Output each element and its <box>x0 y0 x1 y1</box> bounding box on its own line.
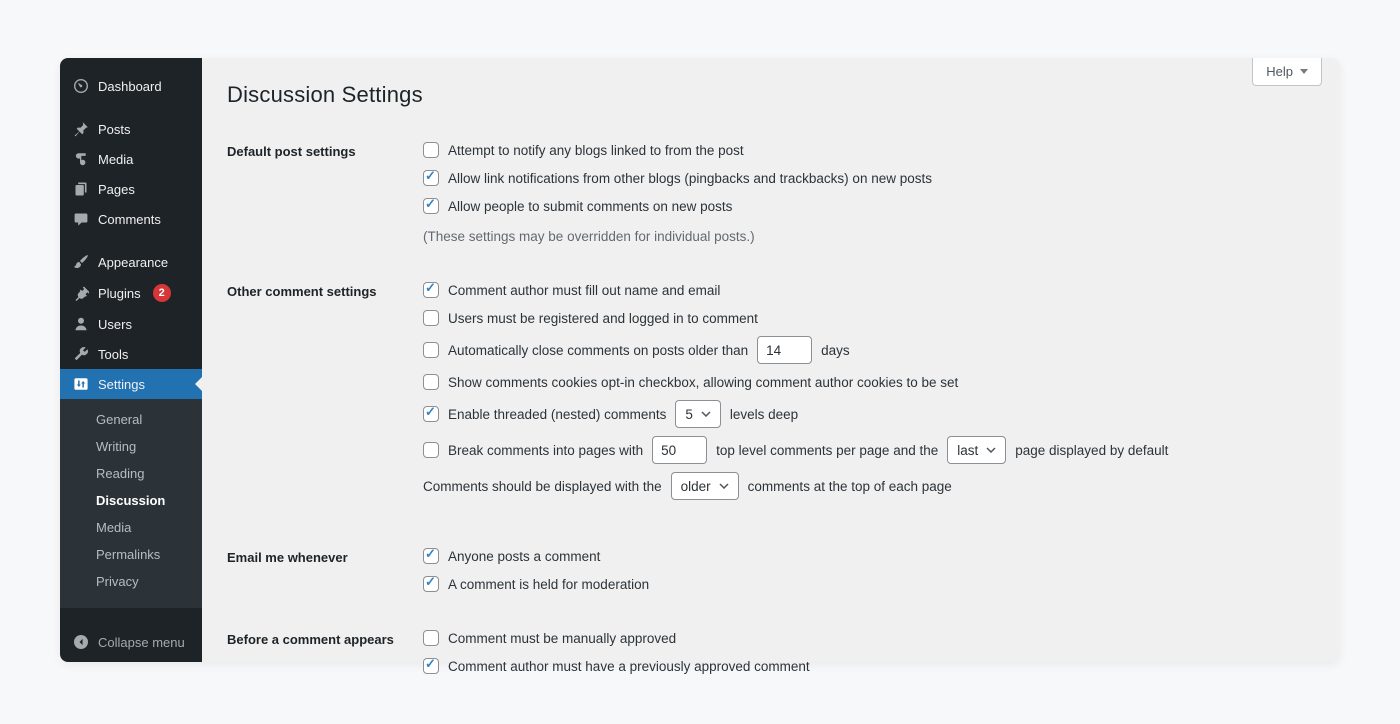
plugins-update-badge: 2 <box>153 284 171 302</box>
submenu-item-general[interactable]: General <box>96 412 143 427</box>
override-note: (These settings may be overridden for individual posts.) <box>423 228 755 244</box>
checkbox-label[interactable]: Anyone posts a comment <box>448 548 601 564</box>
wrench-icon <box>73 346 89 362</box>
section-label: Other comment settings <box>227 284 377 299</box>
thread-depth-select[interactable] <box>675 400 721 428</box>
sidebar-item-label: Plugins <box>98 285 141 301</box>
collapse-menu-button[interactable] <box>60 627 202 657</box>
section-before-comment-appears <box>227 628 1310 684</box>
collapse-menu-label: Collapse menu <box>98 634 185 650</box>
collapse-arrow-icon <box>73 634 89 650</box>
checkbox-threaded-comments[interactable] <box>423 406 439 422</box>
checkbox-manual-approval[interactable] <box>423 630 439 646</box>
checkbox-cookies-optin[interactable] <box>423 374 439 390</box>
sidebar-item-tools[interactable] <box>60 339 202 369</box>
user-icon <box>73 316 89 332</box>
sidebar-item-label: Settings <box>98 376 145 392</box>
sidebar-item-label: Pages <box>98 181 135 197</box>
submenu-item-media[interactable]: Media <box>96 520 132 535</box>
admin-window <box>60 58 1340 674</box>
paging-text-post: page displayed by default <box>1015 442 1169 458</box>
checkbox-label[interactable]: Comment author must fill out name and email <box>448 282 721 298</box>
section-label: Default post settings <box>227 144 356 159</box>
checkbox-label[interactable]: Show comments cookies opt-in checkbox, allowing comment author cookies to be set <box>448 374 959 390</box>
active-item-arrow <box>195 377 202 391</box>
checkbox-page-comments[interactable] <box>423 442 439 458</box>
sidebar-item-label: Tools <box>98 346 129 362</box>
settings-content <box>202 58 1340 674</box>
threaded-text-pre: Enable threaded (nested) comments <box>448 406 667 422</box>
sidebar-item-label: Appearance <box>98 254 169 270</box>
sidebar-item-label: Comments <box>98 211 161 227</box>
checkbox-require-registration[interactable] <box>423 310 439 326</box>
help-label: Help <box>1266 64 1293 79</box>
sidebar-item-dashboard[interactable] <box>60 71 202 101</box>
checkbox-email-any-comment[interactable] <box>423 548 439 564</box>
close-comments-days-input[interactable] <box>757 336 812 364</box>
section-other-comment-settings <box>227 280 1310 508</box>
thread-depth-value: 5 <box>685 406 693 422</box>
section-label: Email me whenever <box>227 550 348 565</box>
sidebar-item-comments[interactable] <box>60 204 202 234</box>
sidebar-item-appearance[interactable] <box>60 247 202 277</box>
sidebar-item-posts[interactable] <box>60 114 202 144</box>
checkbox-allow-pingbacks[interactable] <box>423 170 439 186</box>
settings-sliders-icon <box>73 376 89 392</box>
order-text-post: comments at the top of each page <box>747 478 952 494</box>
sidebar-item-label: Media <box>98 151 134 167</box>
checkbox-allow-comments[interactable] <box>423 198 439 214</box>
close-comments-text-pre: Automatically close comments on posts older than <box>448 342 749 358</box>
caret-down-icon <box>1300 69 1308 74</box>
default-page-select[interactable] <box>947 436 1006 464</box>
threaded-text-post: levels deep <box>729 406 799 422</box>
sidebar-item-label: Users <box>98 316 132 332</box>
comments-per-page-input[interactable] <box>652 436 707 464</box>
checkbox-label[interactable]: Users must be registered and logged in to comment <box>448 310 758 326</box>
checkbox-notify-blogs[interactable] <box>423 142 439 158</box>
comment-order-value: older <box>680 478 711 494</box>
checkbox-previously-approved[interactable] <box>423 658 439 674</box>
checkbox-close-old-comments[interactable] <box>423 342 439 358</box>
section-label: Before a comment appears <box>227 632 394 647</box>
media-icon <box>73 151 89 167</box>
sidebar-item-settings[interactable] <box>60 369 202 399</box>
comment-bubble-icon <box>73 211 89 227</box>
submenu-item-discussion[interactable]: Discussion <box>96 493 166 508</box>
order-text-pre: Comments should be displayed with the <box>423 478 662 494</box>
sidebar-item-plugins[interactable] <box>60 277 202 309</box>
default-page-value: last <box>957 442 979 458</box>
submenu-item-privacy[interactable]: Privacy <box>96 574 139 589</box>
checkbox-label[interactable]: Comment author must have a previously approved comment <box>448 658 810 674</box>
submenu-item-reading[interactable]: Reading <box>96 466 145 481</box>
admin-sidebar <box>60 58 202 662</box>
checkbox-require-name-email[interactable] <box>423 282 439 298</box>
dashboard-icon <box>73 78 89 94</box>
checkbox-email-moderation[interactable] <box>423 576 439 592</box>
submenu-item-writing[interactable]: Writing <box>96 439 137 454</box>
plugin-icon <box>73 285 89 301</box>
help-button[interactable] <box>1252 58 1322 86</box>
sidebar-item-label: Posts <box>98 121 131 137</box>
paintbrush-icon <box>73 254 89 270</box>
section-default-post-settings <box>227 140 1310 254</box>
paging-text-mid: top level comments per page and the <box>716 442 939 458</box>
pushpin-icon <box>73 121 89 137</box>
chevron-down-icon <box>701 411 711 417</box>
paging-text-pre: Break comments into pages with <box>448 442 644 458</box>
section-email-me-whenever <box>227 546 1310 602</box>
checkbox-label[interactable]: Comment must be manually approved <box>448 630 677 646</box>
checkbox-label[interactable]: A comment is held for moderation <box>448 576 650 592</box>
sidebar-item-media[interactable] <box>60 144 202 174</box>
checkbox-label[interactable]: Allow link notifications from other blogs (pingbacks and trackbacks) on new posts <box>448 170 932 186</box>
sidebar-item-label: Dashboard <box>98 78 162 94</box>
comment-order-select[interactable] <box>671 472 739 500</box>
close-comments-text-post: days <box>821 342 850 358</box>
page-title: Discussion Settings <box>227 82 423 107</box>
chevron-down-icon <box>719 483 729 489</box>
checkbox-label[interactable]: Allow people to submit comments on new posts <box>448 198 733 214</box>
pages-icon <box>73 181 89 197</box>
sidebar-item-users[interactable] <box>60 309 202 339</box>
checkbox-label[interactable]: Attempt to notify any blogs linked to from the post <box>448 142 744 158</box>
submenu-item-permalinks[interactable]: Permalinks <box>96 547 161 562</box>
sidebar-item-pages[interactable] <box>60 174 202 204</box>
settings-submenu <box>60 399 202 608</box>
chevron-down-icon <box>986 447 996 453</box>
